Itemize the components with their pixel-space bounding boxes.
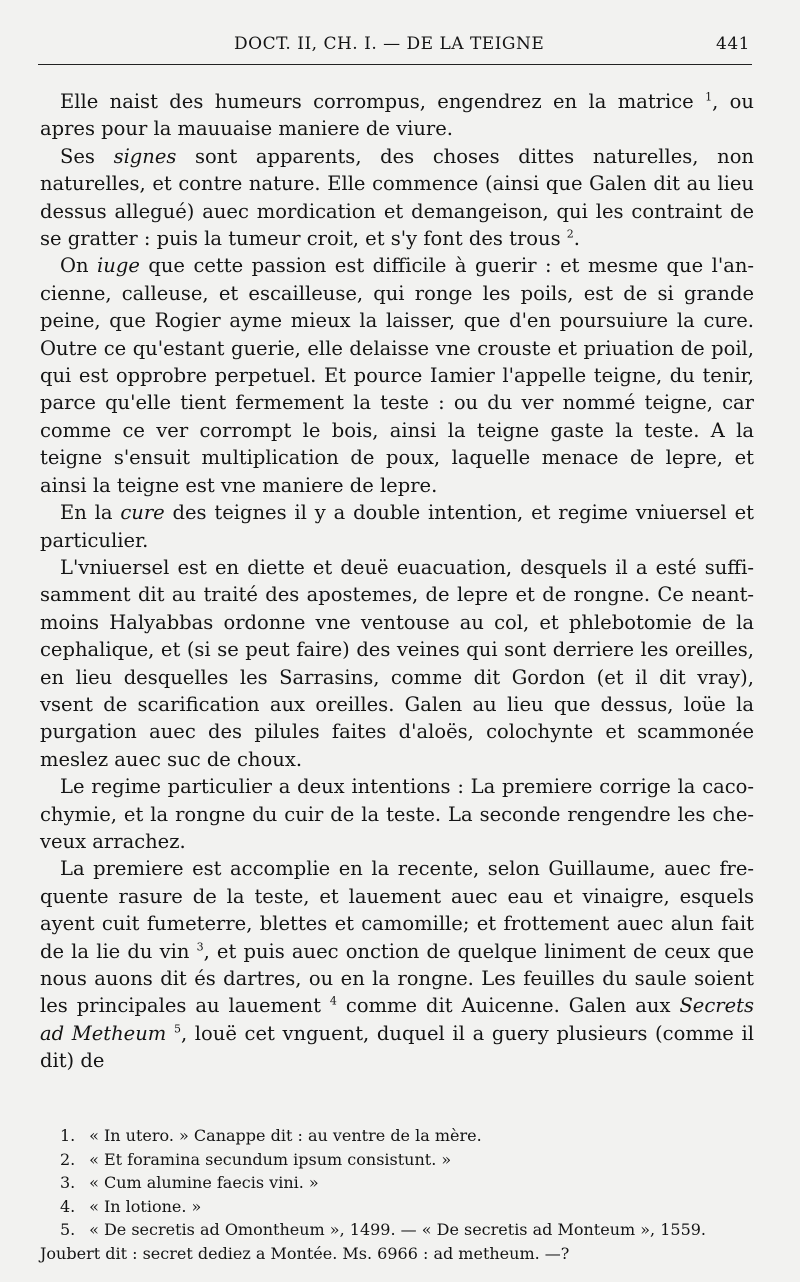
body-paragraph	[40, 252, 754, 499]
text-run: En la	[60, 501, 121, 525]
body-paragraph	[40, 143, 754, 253]
text-run: sont apparents, des choses dittes naturelles, non naturelles, et contre nature. Elle commence (ainsi que Galen dit au lieu dessus allegué) auec mordication et demangeison, qui les contraint de se gratter : puis la tumeur croit, et s'y font des trous	[40, 144, 754, 251]
footnote-number: 2.	[60, 1149, 76, 1169]
body-paragraph	[40, 88, 754, 143]
text-run: , ou apres pour la mauuaise maniere de viure.	[40, 90, 754, 141]
text-run: que cette passion est difficile à guerir : et mesme que l'ancienne, calleuse, et escailleuse, qui ronge les poils, est de si grande peine, que Rogier ayme mieux la laisser, que d'en poursuiure la cure. Outre ce qu'estant guerie, elle delaisse vne crouste et priuation de poil, qui est opprobre perpetuel. Et pource Iamier l'appelle teigne, du tenir, parce qu'elle tient fermement la teste : ou du ver nommé teigne, car comme ce ver corrompt le bois, ainsi la teigne gaste la teste. A la teigne s'ensuit multiplication de poux, laquelle menace de lepre, et ainsi la teigne est vne maniere de lepre.	[40, 254, 754, 497]
footnote	[40, 1218, 754, 1242]
text-run: Ses	[60, 144, 114, 168]
footnote-reference: 1	[705, 90, 713, 104]
footnote-number: 1.	[60, 1126, 76, 1145]
footnote-reference: 4	[329, 994, 337, 1008]
text-run	[166, 1022, 174, 1045]
text-run: .	[573, 227, 580, 251]
text-run: des teignes il y a double intention, et regime vniuersel et particulier.	[40, 501, 754, 552]
italic-text: cure	[120, 501, 165, 525]
footnote-reference: 3	[196, 940, 204, 954]
footnote-number: 4.	[60, 1196, 76, 1216]
body-paragraph	[40, 773, 754, 855]
text-run: Elle naist des humeurs corrompus, engendrez en la matrice	[60, 90, 706, 113]
header-rule	[38, 64, 752, 65]
italic-text: signes	[113, 144, 177, 168]
footnote-continuation: Joubert dit : secret dediez a Montée. Ms. 6966 : ad metheum. —?	[40, 1243, 570, 1263]
body-paragraph	[40, 855, 754, 1074]
footnote-text: « De secretis ad Omontheum », 1499. — « De secretis ad Monteum », 1559.	[84, 1220, 707, 1240]
footnote	[40, 1124, 754, 1148]
text-run: L'vniuersel est en diette et deuë euacuation, desquels il a esté suffisamment dit au traité des apostemes, de lepre et de rongne. Ce neantmoins Halyabbas ordonne vne ventouse au col, et phlebotomie de la cephalique, et (si se peut faire) des veines qui sont derriere les oreilles, en lieu desquelles les Sarrasins, comme dit Gordon (et il dit vray), vsent de scarification aux oreilles. Galen au lieu que dessus, loüe la purgation auec des pilules faites d'aloës, colochynte et scammonée meslez auec suc de choux.	[40, 555, 754, 771]
text-run: On	[60, 254, 98, 278]
text-run: , louë cet vnguent, duquel il a guery plusieurs (comme il dit) de	[40, 1021, 754, 1073]
body-paragraph	[40, 554, 754, 773]
body-text	[40, 88, 754, 1075]
footnote-number: 5.	[60, 1220, 76, 1240]
footnote	[40, 1171, 754, 1195]
text-run: comme dit Auicenne. Galen aux	[336, 994, 680, 1018]
footnote-text: « Et foramina secundum ipsum consistunt. »	[84, 1149, 452, 1169]
footnote-text: « Cum alumine faecis vini. »	[84, 1173, 319, 1193]
running-head: DOCT. II, CH. I. — DE LA TEIGNE	[234, 34, 545, 54]
body-paragraph	[40, 499, 754, 554]
footnote-text: « In lotione. »	[84, 1196, 202, 1216]
footnote-reference: 2	[566, 227, 574, 241]
italic-text: Secrets ad Metheum	[40, 994, 754, 1045]
footnote	[40, 1148, 754, 1172]
page-header	[38, 32, 750, 58]
footnote	[40, 1195, 754, 1219]
page-number: 441	[716, 34, 750, 54]
footnote-reference: 5	[173, 1022, 181, 1036]
text-run: Le regime particulier a deux intentions : La premiere corrige la cacochymie, et la rongne du cuir de la teste. La seconde rengendre les cheveux arrachez.	[40, 775, 754, 853]
footnotes	[40, 1124, 754, 1266]
text-run: La premiere est accomplie en la recente, selon Guillaume, auec frequente rasure de la teste, et lauement auec eau et vinaigre, esquels ayent cuit fumeterre, blettes et camomille; et frottement auec alun fait de la lie du vin	[40, 857, 754, 963]
footnote-number: 3.	[60, 1173, 76, 1193]
footnote-text: « In utero. » Canappe dit : au ventre de la mère.	[84, 1126, 482, 1145]
italic-text: iuge	[97, 254, 140, 278]
text-run: , et puis auec onction de quelque liniment de ceux que nous auons dit és dartres, ou en la rongne. Les feuilles du saule soient les principales au lauement	[40, 939, 754, 1018]
